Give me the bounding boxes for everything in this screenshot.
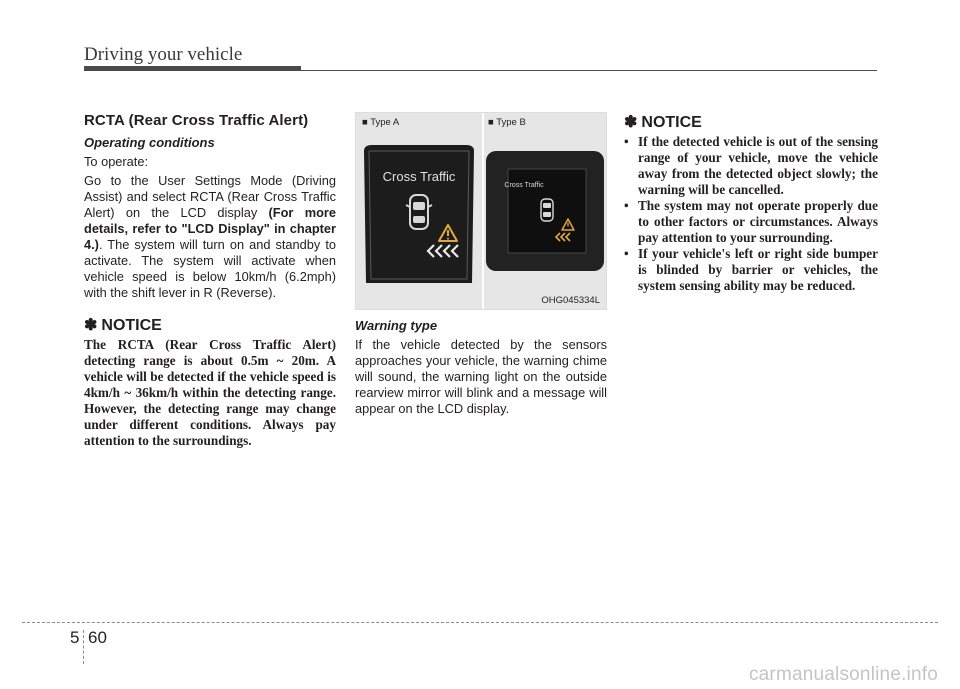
page-header-title: Driving your vehicle (84, 44, 243, 65)
notice-heading (624, 112, 878, 132)
notice-title: NOTICE (101, 317, 162, 334)
list-item (624, 134, 878, 198)
list-item (624, 198, 878, 246)
column-middle (355, 112, 607, 420)
footer-vertical-rule (83, 630, 84, 664)
notice-heading (84, 315, 336, 335)
header-rule-thin (301, 70, 877, 71)
section-title: RCTA (Rear Cross Traffic Alert) (84, 112, 309, 129)
para2-text-pre: Go to the User Settings Mode (Driving Assist) and select RCTA (Rear Cross Traffic Alert) on the LCD display (84, 173, 336, 220)
column-left (84, 112, 336, 449)
paragraph-operation-steps (84, 173, 336, 301)
figure-divider (482, 113, 484, 309)
list-item (624, 246, 878, 294)
watermark: carmanualsonline.info (748, 664, 938, 685)
bullet: • (624, 246, 629, 261)
para2-reference-bold: (For more details, refer to "LCD Display" in chapter 4.) (84, 205, 336, 252)
bullet: • (624, 198, 629, 213)
notice-title: NOTICE (641, 114, 702, 131)
column-right (624, 112, 878, 294)
figure-label-type-a: ■ Type A (362, 117, 400, 128)
bullet: • (624, 134, 629, 149)
screen-b-text: Cross Traffic (504, 182, 544, 189)
warning-type-text: If the vehicle detected by the sensors approaches your vehicle, the warning chime will sound, the warning light on the outside rearview mirror will blink and a message will appear on the LCD display. (355, 337, 607, 416)
para2-text-post: . The system will turn on and standby to activate. The system will activate when vehicle speed is below 10km/h (6.2mph) with the shift lever in R (Reverse). (84, 237, 336, 300)
page-chapter-number: 5 (70, 628, 80, 647)
notice-list (624, 134, 878, 294)
screen-a-text: Cross Traffic (382, 169, 456, 184)
list-item-text: If your vehicle's left or right side bumper is blinded by barrier or vehicles, the system sensing ability may be reduced. (638, 246, 878, 293)
lcd-screen-type-a (360, 143, 478, 285)
header-rule-thick (84, 66, 301, 71)
list-item-text: The system may not operate properly due to other factors or circumstances. Always pay attention to your surrounding. (638, 198, 878, 245)
figure-lcd-displays (355, 112, 607, 310)
operating-conditions-subhead: Operating conditions (84, 135, 215, 150)
paragraph-to-operate: To operate: (84, 154, 149, 169)
page-number: 60 (88, 628, 107, 647)
figure-label-type-b: ■ Type B (488, 117, 526, 128)
figure-code: OHG045334L (541, 295, 600, 306)
lcd-screen-type-b (486, 151, 604, 271)
list-item-text: If the detected vehicle is out of the sensing range of your vehicle, move the vehicle away from the detected object slowly; the warning will be cancelled. (638, 134, 878, 197)
notice-mark-icon: ✽ (84, 317, 98, 334)
notice-text: The RCTA (Rear Cross Traffic Alert) detecting range is about 0.5m ~ 20m. A vehicle will be detected if the vehicle speed is 4km/h ~ 36km/h within the detecting range. However, the detecting range may change under different conditions. Always pay attention to the surroundings. (84, 337, 336, 448)
warning-type-subhead: Warning type (355, 318, 438, 333)
notice-mark-icon: ✽ (624, 114, 638, 131)
footer-dashed-rule (22, 622, 938, 623)
